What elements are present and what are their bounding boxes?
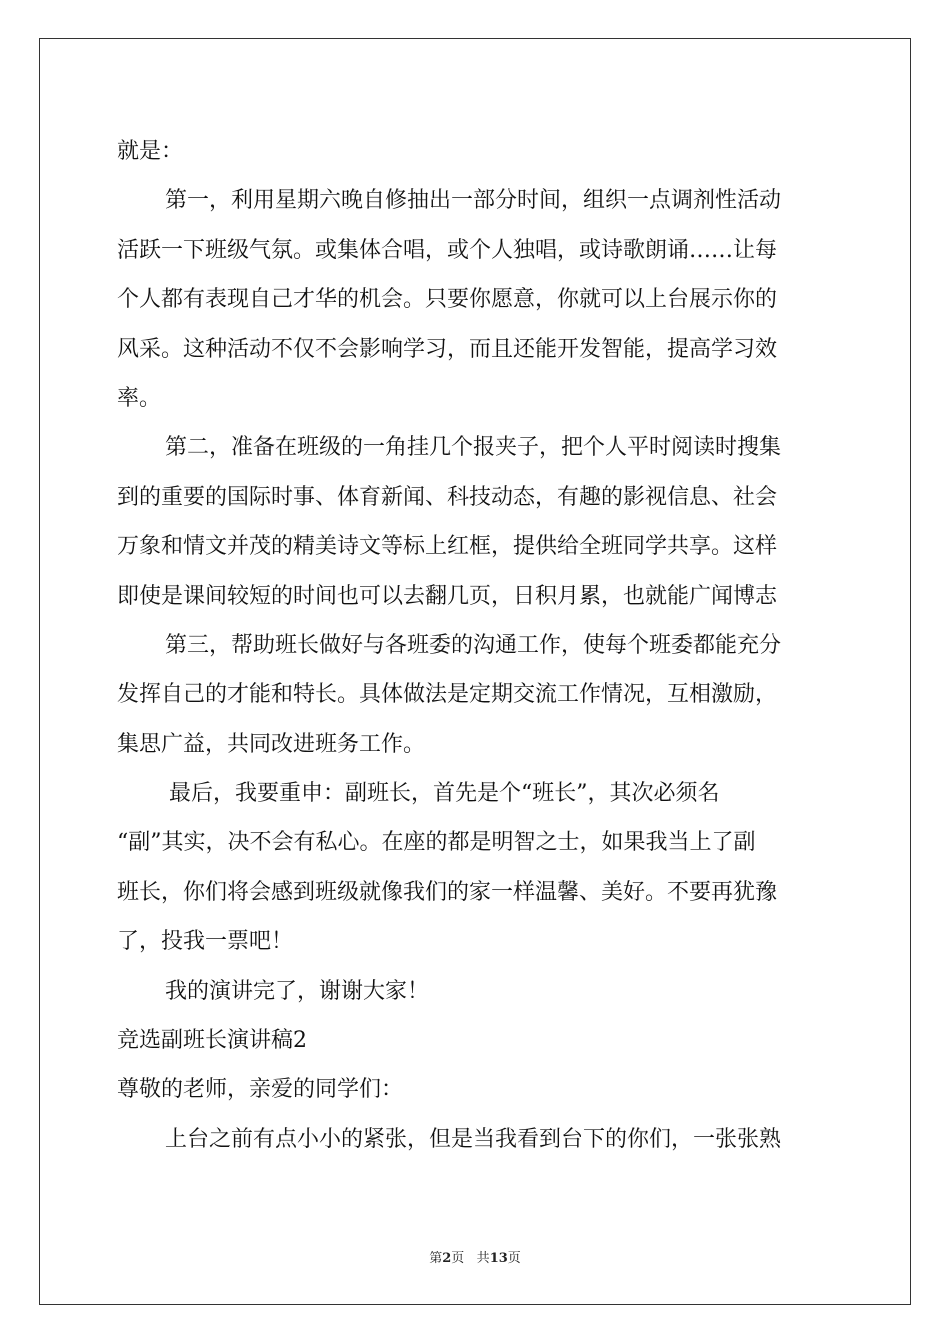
footer-page-suffix: 页 <box>451 1251 465 1266</box>
text-line: 最后，我要重申：副班长，首先是个“班长”，其次必须名 <box>169 781 720 807</box>
footer-total-prefix: 共 <box>476 1251 490 1266</box>
text-line: 到的重要的国际时事、体育新闻、科技动态，有趣的影视信息、社会 <box>117 484 778 510</box>
text-line: 风采。这种活动不仅不会影响学习，而且还能开发智能，提高学习效 <box>117 336 778 362</box>
text-line: 了，投我一票吧！ <box>117 929 294 955</box>
text-line: “副”其实，决不会有私心。在座的都是明智之士，如果我当上了副 <box>117 830 756 856</box>
footer-prefix: 第 <box>429 1251 443 1266</box>
document-body <box>117 127 837 1164</box>
text-line: 发挥自己的才能和特长。具体做法是定期交流工作情况，互相激励， <box>117 682 778 708</box>
text-line: 活跃一下班级气氛。或集体合唱，或个人独唱，或诗歌朗诵……让每 <box>117 237 778 263</box>
text-line: 集思广益，共同改进班务工作。 <box>117 731 426 757</box>
text-line: 上台之前有点小小的紧张，但是当我看到台下的你们，一张张熟 <box>165 1126 782 1152</box>
text-line: 我的演讲完了，谢谢大家！ <box>165 978 430 1004</box>
page-footer <box>0 1247 950 1266</box>
section-heading: 竞选副班长演讲稿2 <box>117 1028 307 1054</box>
footer-total-suffix: 页 <box>507 1251 521 1266</box>
text-line: 班长，你们将会感到班级就像我们的家一样温馨、美好。不要再犹豫 <box>117 879 778 905</box>
total-pages: 13 <box>489 1251 508 1266</box>
text-line: 就是： <box>117 139 184 164</box>
text-line: 第二，准备在班级的一角挂几个报夹子，把个人平时阅读时搜集 <box>165 435 782 461</box>
text-line: 即使是课间较短的时间也可以去翻几页，日积月累，也就能广闻博志 <box>117 583 778 609</box>
text-line: 个人都有表现自己才华的机会。只要你愿意，你就可以上台展示你的 <box>117 287 778 313</box>
text-line: 第一，利用星期六晚自修抽出一部分时间，组织一点调剂性活动 <box>165 188 782 214</box>
text-line: 率。 <box>117 385 162 411</box>
text-line: 万象和情文并茂的精美诗文等标上红框，提供给全班同学共享。这样 <box>117 534 778 560</box>
text-line: 第三，帮助班长做好与各班委的沟通工作，使每个班委都能充分 <box>165 632 782 658</box>
page-number: 2 <box>442 1251 452 1266</box>
salutation: 尊敬的老师，亲爱的同学们： <box>117 1077 404 1103</box>
